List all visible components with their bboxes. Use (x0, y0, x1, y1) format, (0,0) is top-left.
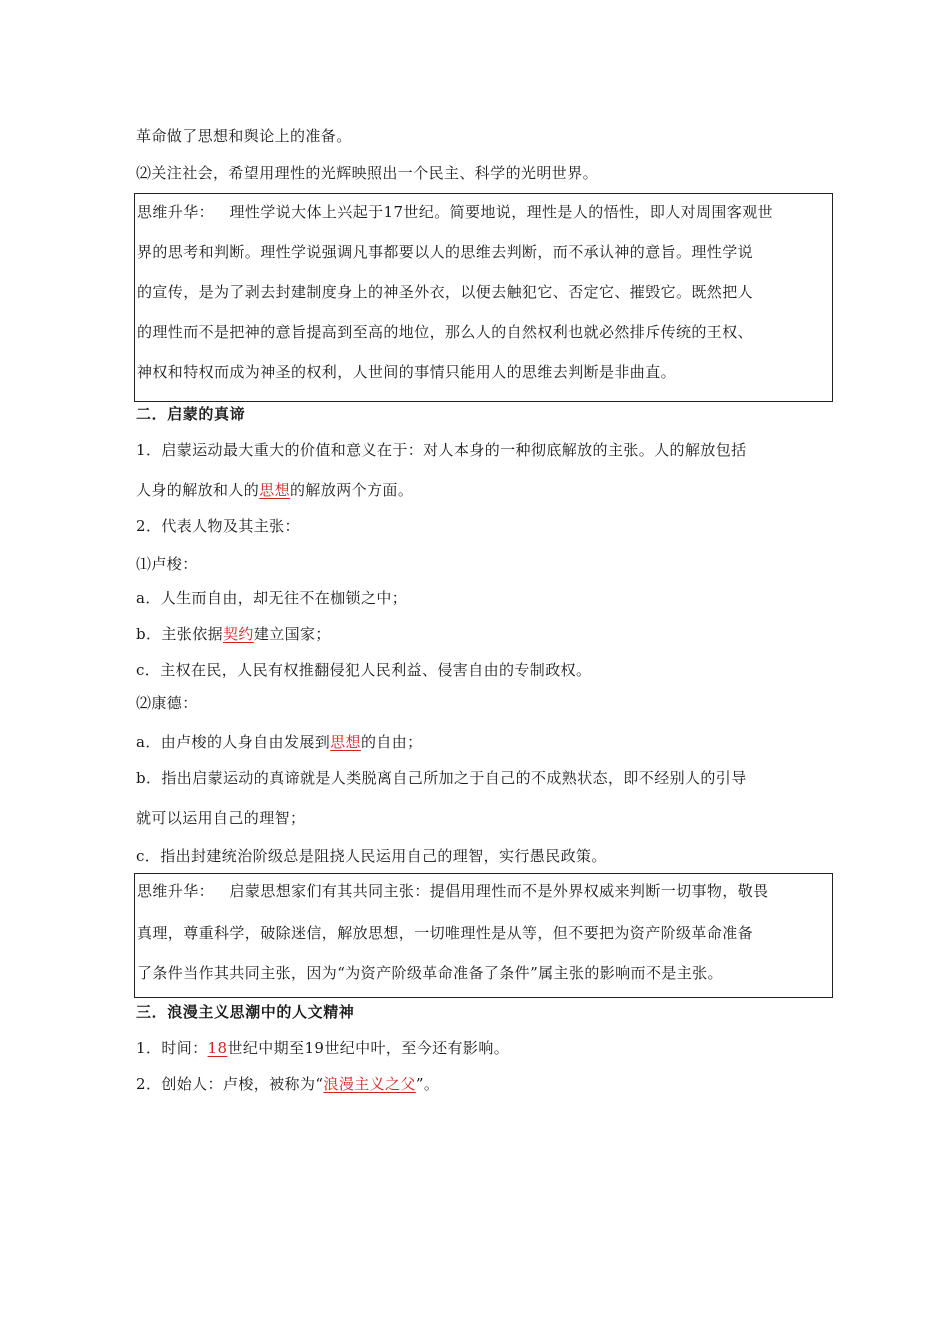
kant-item-c: c．指出封建统治阶级总是阻挠人民运用自己的理智，实行愚民政策。 (136, 847, 607, 865)
answer-highlight: 18 (207, 1039, 228, 1057)
insight-box-1-line-3: 的宣传，是为了剥去封建制度身上的神圣外衣，以便去触犯它、否定它、摧毁它。既然把人 (137, 283, 754, 301)
section2-p1-line-1: 1．启蒙运动最大重大的价值和意义在于：对人本身的一种彻底解放的主张。人的解放包括 (136, 441, 747, 459)
answer-highlight: 思想 (259, 481, 291, 499)
text-segment: b．主张依据 (136, 625, 224, 643)
text-segment: 的自由； (360, 733, 423, 751)
insight-box-2-line-1 (137, 881, 769, 901)
answer-highlight: 浪漫主义之父 (323, 1075, 416, 1093)
text-segment: 1．时间： (136, 1039, 208, 1057)
text-segment: 人身的解放和人的 (136, 481, 260, 499)
text-segment: a．由卢梭的人身自由发展到 (136, 733, 331, 751)
rousseau-item-a: a．人生而自由，却无往不在枷锁之中； (136, 589, 408, 607)
answer-highlight: 契约 (223, 625, 254, 643)
kant-item-a (136, 732, 423, 752)
section2-p1-line-2 (136, 480, 413, 500)
section-heading-2: 二．启蒙的真谛 (136, 405, 246, 423)
section-heading-3: 三．浪漫主义思潮中的人文精神 (136, 1003, 355, 1021)
rousseau-item-c: c．主权在民，人民有权推翻侵犯人民利益、侵害自由的专制政权。 (136, 661, 592, 679)
rousseau-item-b (136, 624, 331, 644)
text-segment: 世纪中期至19世纪中叶，至今还有影响。 (227, 1039, 510, 1057)
insight-label: 思维升华： (137, 882, 215, 900)
rousseau-title: ⑴卢梭： (136, 555, 198, 573)
text-segment: 2．创始人：卢梭，被称为“ (136, 1075, 324, 1093)
intro-line-2: ⑵关注社会，希望用理性的光辉映照出一个民主、科学的光明世界。 (136, 164, 599, 182)
insight-box-1 (134, 193, 833, 402)
text-segment: 的解放两个方面。 (290, 481, 414, 499)
section2-p2: 2．代表人物及其主张： (136, 517, 300, 535)
section3-time (136, 1038, 509, 1058)
insight-box-1-line-4: 的理性而不是把神的意旨提高到至高的地位，那么人的自然权利也就必然排斥传统的王权、 (137, 323, 754, 341)
kant-item-b-line-2: 就可以运用自己的理智； (136, 809, 306, 827)
intro-line-1: 革命做了思想和舆论上的准备。 (136, 127, 352, 145)
answer-highlight: 思想 (330, 733, 361, 751)
insight-box-2-line-2: 真理，尊重科学，破除迷信，解放思想，一切唯理性是从等，但不要把为资产阶级革命准备 (137, 924, 754, 942)
section3-founder (136, 1074, 439, 1094)
kant-title: ⑵康德： (136, 694, 198, 712)
insight-box-1-line-1 (137, 202, 773, 222)
kant-item-b-line-1: b．指出启蒙运动的真谛就是人类脱离自己所加之于自己的不成熟状态，即不经别人的引导 (136, 769, 747, 787)
insight-text: 启蒙思想家们有其共同主张：提倡用理性而不是外界权威来判断一切事物，敬畏 (229, 882, 769, 900)
insight-label: 思维升华： (137, 203, 215, 221)
insight-box-2-line-3: 了条件当作其共同主张，因为“为资产阶级革命准备了条件”属主张的影响而不是主张。 (137, 964, 723, 982)
insight-text: 理性学说大体上兴起于17世纪。简要地说，理性是人的悟性，即人对周围客观世 (229, 203, 774, 221)
insight-box-1-line-5: 神权和特权而成为神圣的权利，人世间的事情只能用人的思维去判断是非曲直。 (137, 363, 677, 381)
text-segment: ”。 (415, 1075, 440, 1093)
text-segment: 建立国家； (253, 625, 331, 643)
insight-box-1-line-2: 界的思考和判断。理性学说强调凡事都要以人的思维去判断，而不承认神的意旨。理性学说 (137, 243, 754, 261)
insight-box-2 (134, 873, 833, 998)
